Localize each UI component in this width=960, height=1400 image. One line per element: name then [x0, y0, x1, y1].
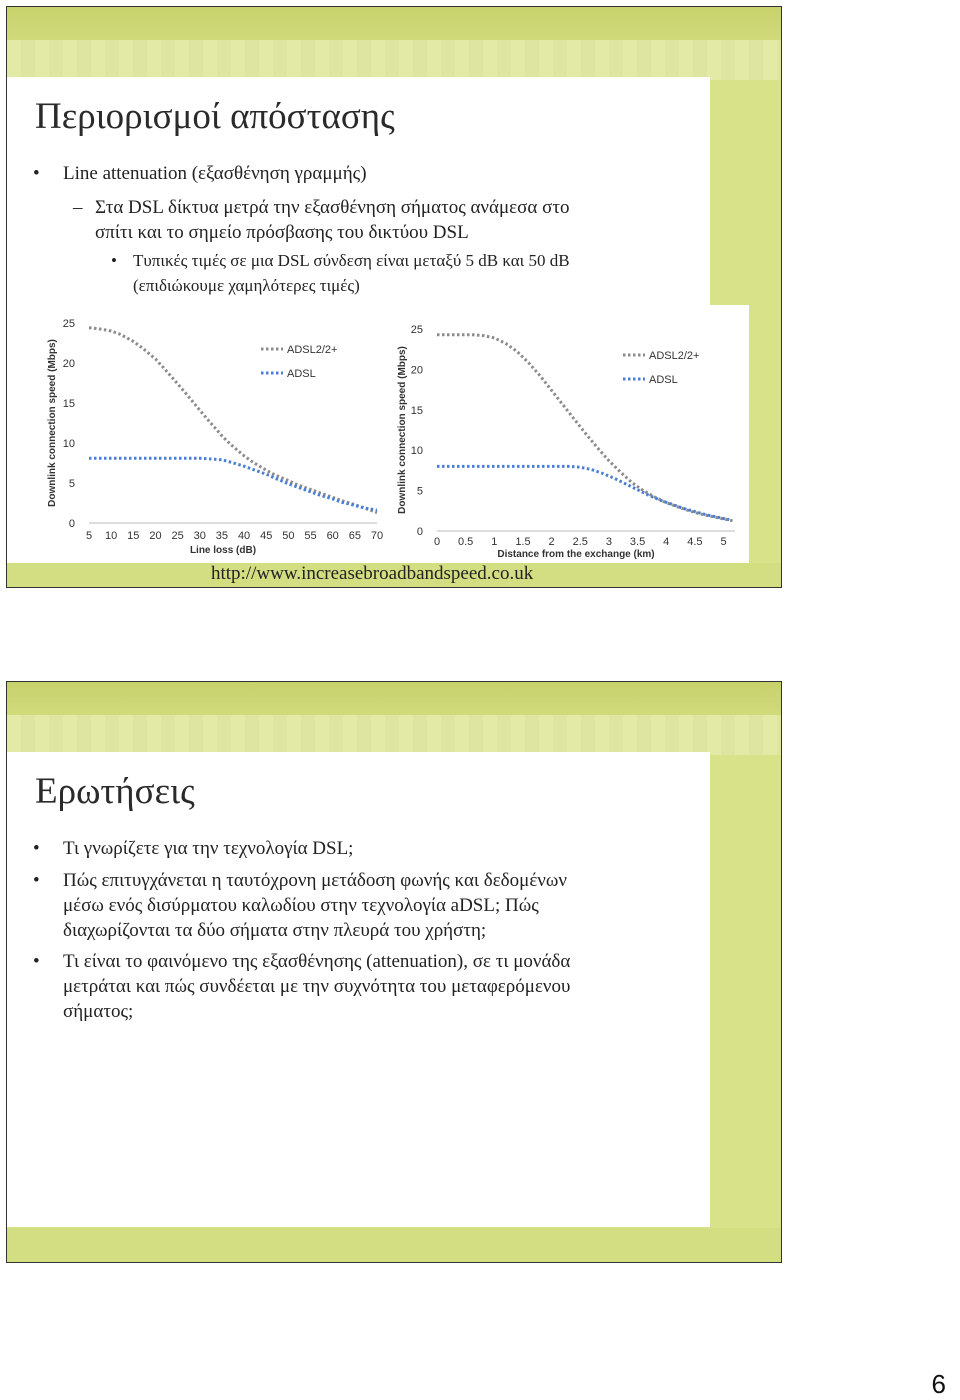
chart-distance: [383, 305, 749, 563]
question-bullet-2: [33, 868, 567, 943]
x-tick-label: 5: [720, 536, 727, 548]
x-tick-label: 1.5: [515, 536, 531, 548]
question-text: Πώς επιτυγχάνεται η ταυτόχρονη μετάδοση φωνής και δεδομένων μέσω ενός δισύρματου καλωδίου στην τεχνολογία aDSL; Πώς διαχωρίζονται τα δύο σήματα στην πλευρά του χρήστη;: [63, 870, 567, 941]
legend-label: ADSL2/2+: [649, 350, 700, 362]
x-tick-label: 60: [326, 530, 339, 542]
sub-sub-bullet-typical-values: [111, 248, 570, 298]
slide-stripe-band: [7, 715, 781, 755]
x-tick-label: 65: [348, 530, 361, 542]
bullet-text: Line attenuation (εξασθένηση γραμμής): [63, 163, 367, 184]
dash-mark: –: [73, 197, 83, 218]
slide-stripe-band: [7, 40, 781, 80]
y-tick-label: 5: [416, 485, 423, 498]
x-tick-label: 3: [605, 536, 612, 548]
slide-footer-band: [7, 1228, 781, 1262]
y-tick-label: 20: [62, 358, 75, 370]
y-tick-label: 20: [410, 364, 423, 377]
y-tick-label: 10: [410, 445, 423, 458]
source-link[interactable]: http://www.increasebroadbandspeed.co.uk: [211, 563, 534, 584]
slide-distance-limits: [6, 6, 782, 588]
series-line-0: [437, 335, 735, 522]
question-bullet-1: [33, 836, 353, 861]
x-tick-label: 10: [105, 530, 118, 542]
x-tick-label: 45: [260, 530, 273, 542]
sub-sub-bullet-text: Τυπικές τιμές σε μια DSL σύνδεση είναι μεταξύ 5 dB και 50 dB (επιδιώκουμε χαμηλότερες τιμές): [133, 251, 570, 295]
y-tick-label: 15: [62, 398, 75, 410]
x-tick-label: 55: [304, 530, 317, 542]
x-tick-label: 5: [85, 530, 93, 542]
x-tick-label: 4: [663, 536, 670, 548]
chart-line-loss-svg: [33, 305, 383, 559]
bullet-mark: •: [111, 251, 117, 270]
x-tick-label: 1: [491, 536, 498, 548]
x-tick-label: 3.5: [629, 536, 646, 548]
x-tick-label: 25: [171, 530, 184, 542]
legend-label: ADSL2/2+: [287, 344, 338, 356]
page-number: 6: [931, 1369, 946, 1399]
slide-header-band: [7, 7, 781, 40]
bullet-mark: •: [33, 163, 40, 184]
chart-distance-svg: [383, 305, 749, 563]
chart-line-loss: [33, 305, 383, 559]
y-axis-label: Downlink connection speed (Mbps): [397, 346, 408, 514]
question-text: Τι είναι το φαινόμενο της εξασθένησης (attenuation), σε τι μονάδα μετράται και πώς συνδέεται με την συχνότητα του μεταφερόμενου σήματος;: [63, 951, 571, 1022]
x-tick-label: 0.5: [458, 536, 474, 548]
x-tick-label: 35: [215, 530, 229, 542]
slide-title: Περιορισμοί απόστασης: [35, 96, 395, 137]
slide-header-band: [7, 682, 781, 715]
question-text: Τι γνωρίζετε για την τεχνολογία DSL;: [63, 838, 354, 859]
x-tick-label: 70: [370, 530, 383, 542]
x-tick-label: 0: [433, 536, 441, 548]
bullet-mark: •: [33, 870, 40, 891]
sub-bullet-dsl-attenuation: [73, 195, 569, 245]
bullet-mark: •: [33, 838, 40, 859]
y-tick-label: 15: [410, 404, 423, 417]
y-tick-label: 5: [68, 478, 75, 490]
x-axis-label: Line loss (dB): [189, 545, 257, 556]
y-axis-label: Downlink connection speed (Mbps): [47, 339, 58, 507]
series-line-1: [437, 466, 729, 519]
x-tick-label: 15: [127, 530, 140, 542]
x-tick-label: 30: [193, 530, 206, 542]
sub-bullet-text: Στα DSL δίκτυα μετρά την εξασθένηση σήματος ανάμεσα στο σπίτι και το σημείο πρόσβασης του δικτύου DSL: [95, 197, 570, 243]
y-tick-label: 25: [62, 318, 75, 330]
y-tick-label: 0: [416, 526, 423, 538]
y-tick-label: 25: [410, 324, 423, 336]
x-tick-label: 2.5: [572, 536, 588, 548]
legend-label: ADSL: [649, 374, 678, 386]
x-tick-label: 2: [548, 536, 555, 548]
x-tick-label: 20: [149, 530, 162, 542]
bullet-line-attenuation: [33, 161, 367, 186]
x-tick-label: 50: [282, 530, 295, 542]
bullet-mark: •: [33, 951, 40, 972]
legend-label: ADSL: [287, 368, 316, 380]
y-tick-label: 0: [68, 518, 75, 530]
y-tick-label: 10: [62, 438, 75, 450]
x-tick-label: 40: [237, 530, 251, 542]
series-line-1: [89, 458, 377, 510]
question-bullet-3: [33, 949, 570, 1024]
slide-title: Ερωτήσεις: [35, 771, 195, 812]
slide-questions: [6, 681, 782, 1263]
x-tick-label: 4.5: [687, 536, 703, 548]
x-axis-label: Distance from the exchange (km): [497, 549, 655, 560]
